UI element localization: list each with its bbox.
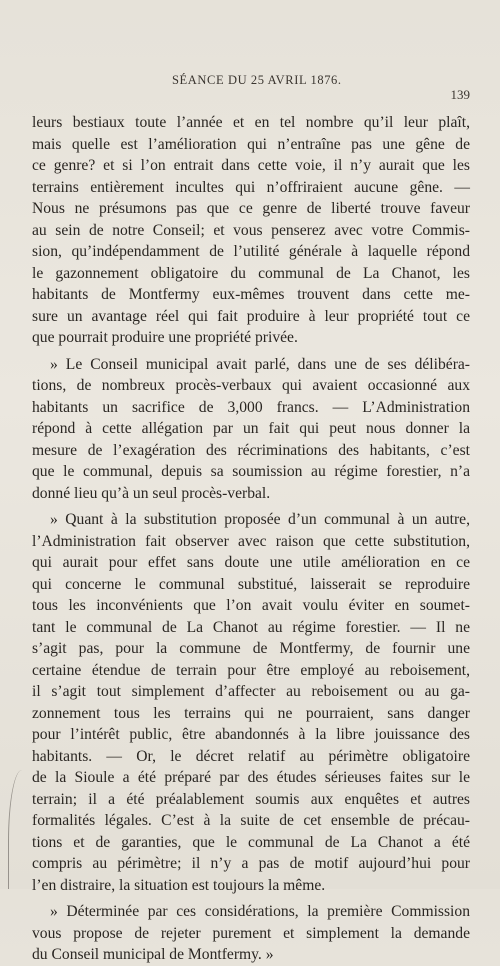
- paragraph: [32, 509, 470, 896]
- pencil-margin-line: [8, 770, 31, 889]
- text-line: sure un avantage réel qui fait produire à leur propriété tout ce: [32, 307, 470, 325]
- text-line: formalités légales. C’est à la suite de cet ensemble de précau-: [32, 812, 470, 829]
- text-line: mesure de l’exagération des récriminations des habitants, c’est: [32, 441, 470, 459]
- text-line: vous propose de rejeter purement et simplement la demande: [32, 924, 470, 942]
- text-line: que pourrait produire une propriété privée.: [32, 329, 298, 346]
- text-line: terrains entièrement incultes qui n’offriraient aucune gêne. —: [32, 178, 470, 196]
- text-line: leurs bestiaux toute l’année et en tel nombre qu’il leur plaît,: [32, 114, 470, 131]
- text-line: certaine étendue de terrain pour être employé au reboisement,: [32, 661, 470, 679]
- text-line: l’Administration fait observer avec raison que cette substitution,: [32, 532, 470, 550]
- text-line: il s’agit tout simplement d’affecter au reboisement ou au ga-: [32, 683, 470, 700]
- text-line: Nous ne présumons pas que ce genre de liberté trouve faveur: [32, 200, 470, 217]
- body-text: [32, 112, 470, 966]
- text-line: tions, de nombreux procès-verbaux qui avaient occasionné aux: [32, 377, 470, 394]
- text-line: répond à cette allégation par un fait qui peut nous donner la: [32, 420, 470, 437]
- pencil-mark: [454, 447, 459, 455]
- page-header: [0, 73, 500, 101]
- text-line: tant le communal de La Chanot au régime forestier. — Il ne: [32, 618, 470, 636]
- text-line: » Le Conseil municipal avait parlé, dans une de ses délibéra-: [50, 355, 470, 373]
- text-line: l’en distraire, la situation est toujours la même.: [32, 876, 326, 894]
- paragraph: [32, 354, 470, 505]
- text-line: » Déterminée par ces considérations, la première Commission: [50, 903, 470, 920]
- paragraph: [32, 112, 470, 349]
- text-line: zonnement tous les terrains qui ne pourraient, sans danger: [32, 704, 470, 722]
- text-line: » Quant à la substitution proposée d’un communal à un autre,: [50, 511, 470, 528]
- text-line: du Conseil municipal de Montfermy. »: [32, 946, 274, 963]
- page-number: 139: [450, 87, 470, 102]
- text-line: habitants un sacrifice de 3,000 francs. — L’Administration: [32, 398, 470, 416]
- text-line: que le communal, depuis sa soumission au régime forestier, n’a: [32, 463, 470, 480]
- text-line: habitants. — Or, le décret relatif au périmètre obligatoire: [32, 747, 470, 765]
- text-line: terrain; il a été préalablement soumis aux enquêtes et autres: [32, 790, 470, 808]
- text-line: tions et de garanties, que le communal de La Chanot a été: [32, 833, 470, 851]
- text-line: qui aurait pour effet sans doute une utile amélioration en ce: [32, 554, 470, 571]
- text-line: le gazonnement obligatoire du communal de La Chanot, les: [32, 264, 470, 282]
- text-line: sion, qu’indépendamment de l’utilité générale à laquelle répond: [32, 243, 470, 260]
- text-line: de la Sioule a été préparé par des études sérieuses faites sur le: [32, 769, 470, 786]
- text-line: pour l’intérêt public, être abandonnés à la libre jouissance des: [32, 726, 470, 743]
- text-line: ce genre? et si l’on entrait dans cette voie, il n’y aurait que les: [32, 157, 470, 174]
- text-line: qui concerne le communal substitué, laisserait se reproduire: [32, 575, 470, 593]
- text-line: mais quelle est l’amélioration qui n’entraîne pas une gêne de: [32, 135, 470, 153]
- text-line: tous les inconvénients que l’on avait voulu éviter en soumet-: [32, 597, 470, 614]
- text-line: habitants de Montfermy eux-mêmes trouvent dans cette me-: [32, 286, 470, 303]
- text-line: donné lieu qu’à un seul procès-verbal.: [32, 484, 271, 502]
- text-line: s’agit pas, pour la commune de Montfermy, de fournir une: [32, 640, 470, 657]
- text-line: compris au périmètre; il n’y a pas de motif aujourd’hui pour: [32, 855, 470, 872]
- text-line: au sein de notre Conseil; et vous penserez avec votre Commis-: [32, 221, 470, 239]
- running-title: SÉANCE DU 25 AVRIL 1876.: [172, 73, 342, 87]
- paragraph: [32, 901, 470, 966]
